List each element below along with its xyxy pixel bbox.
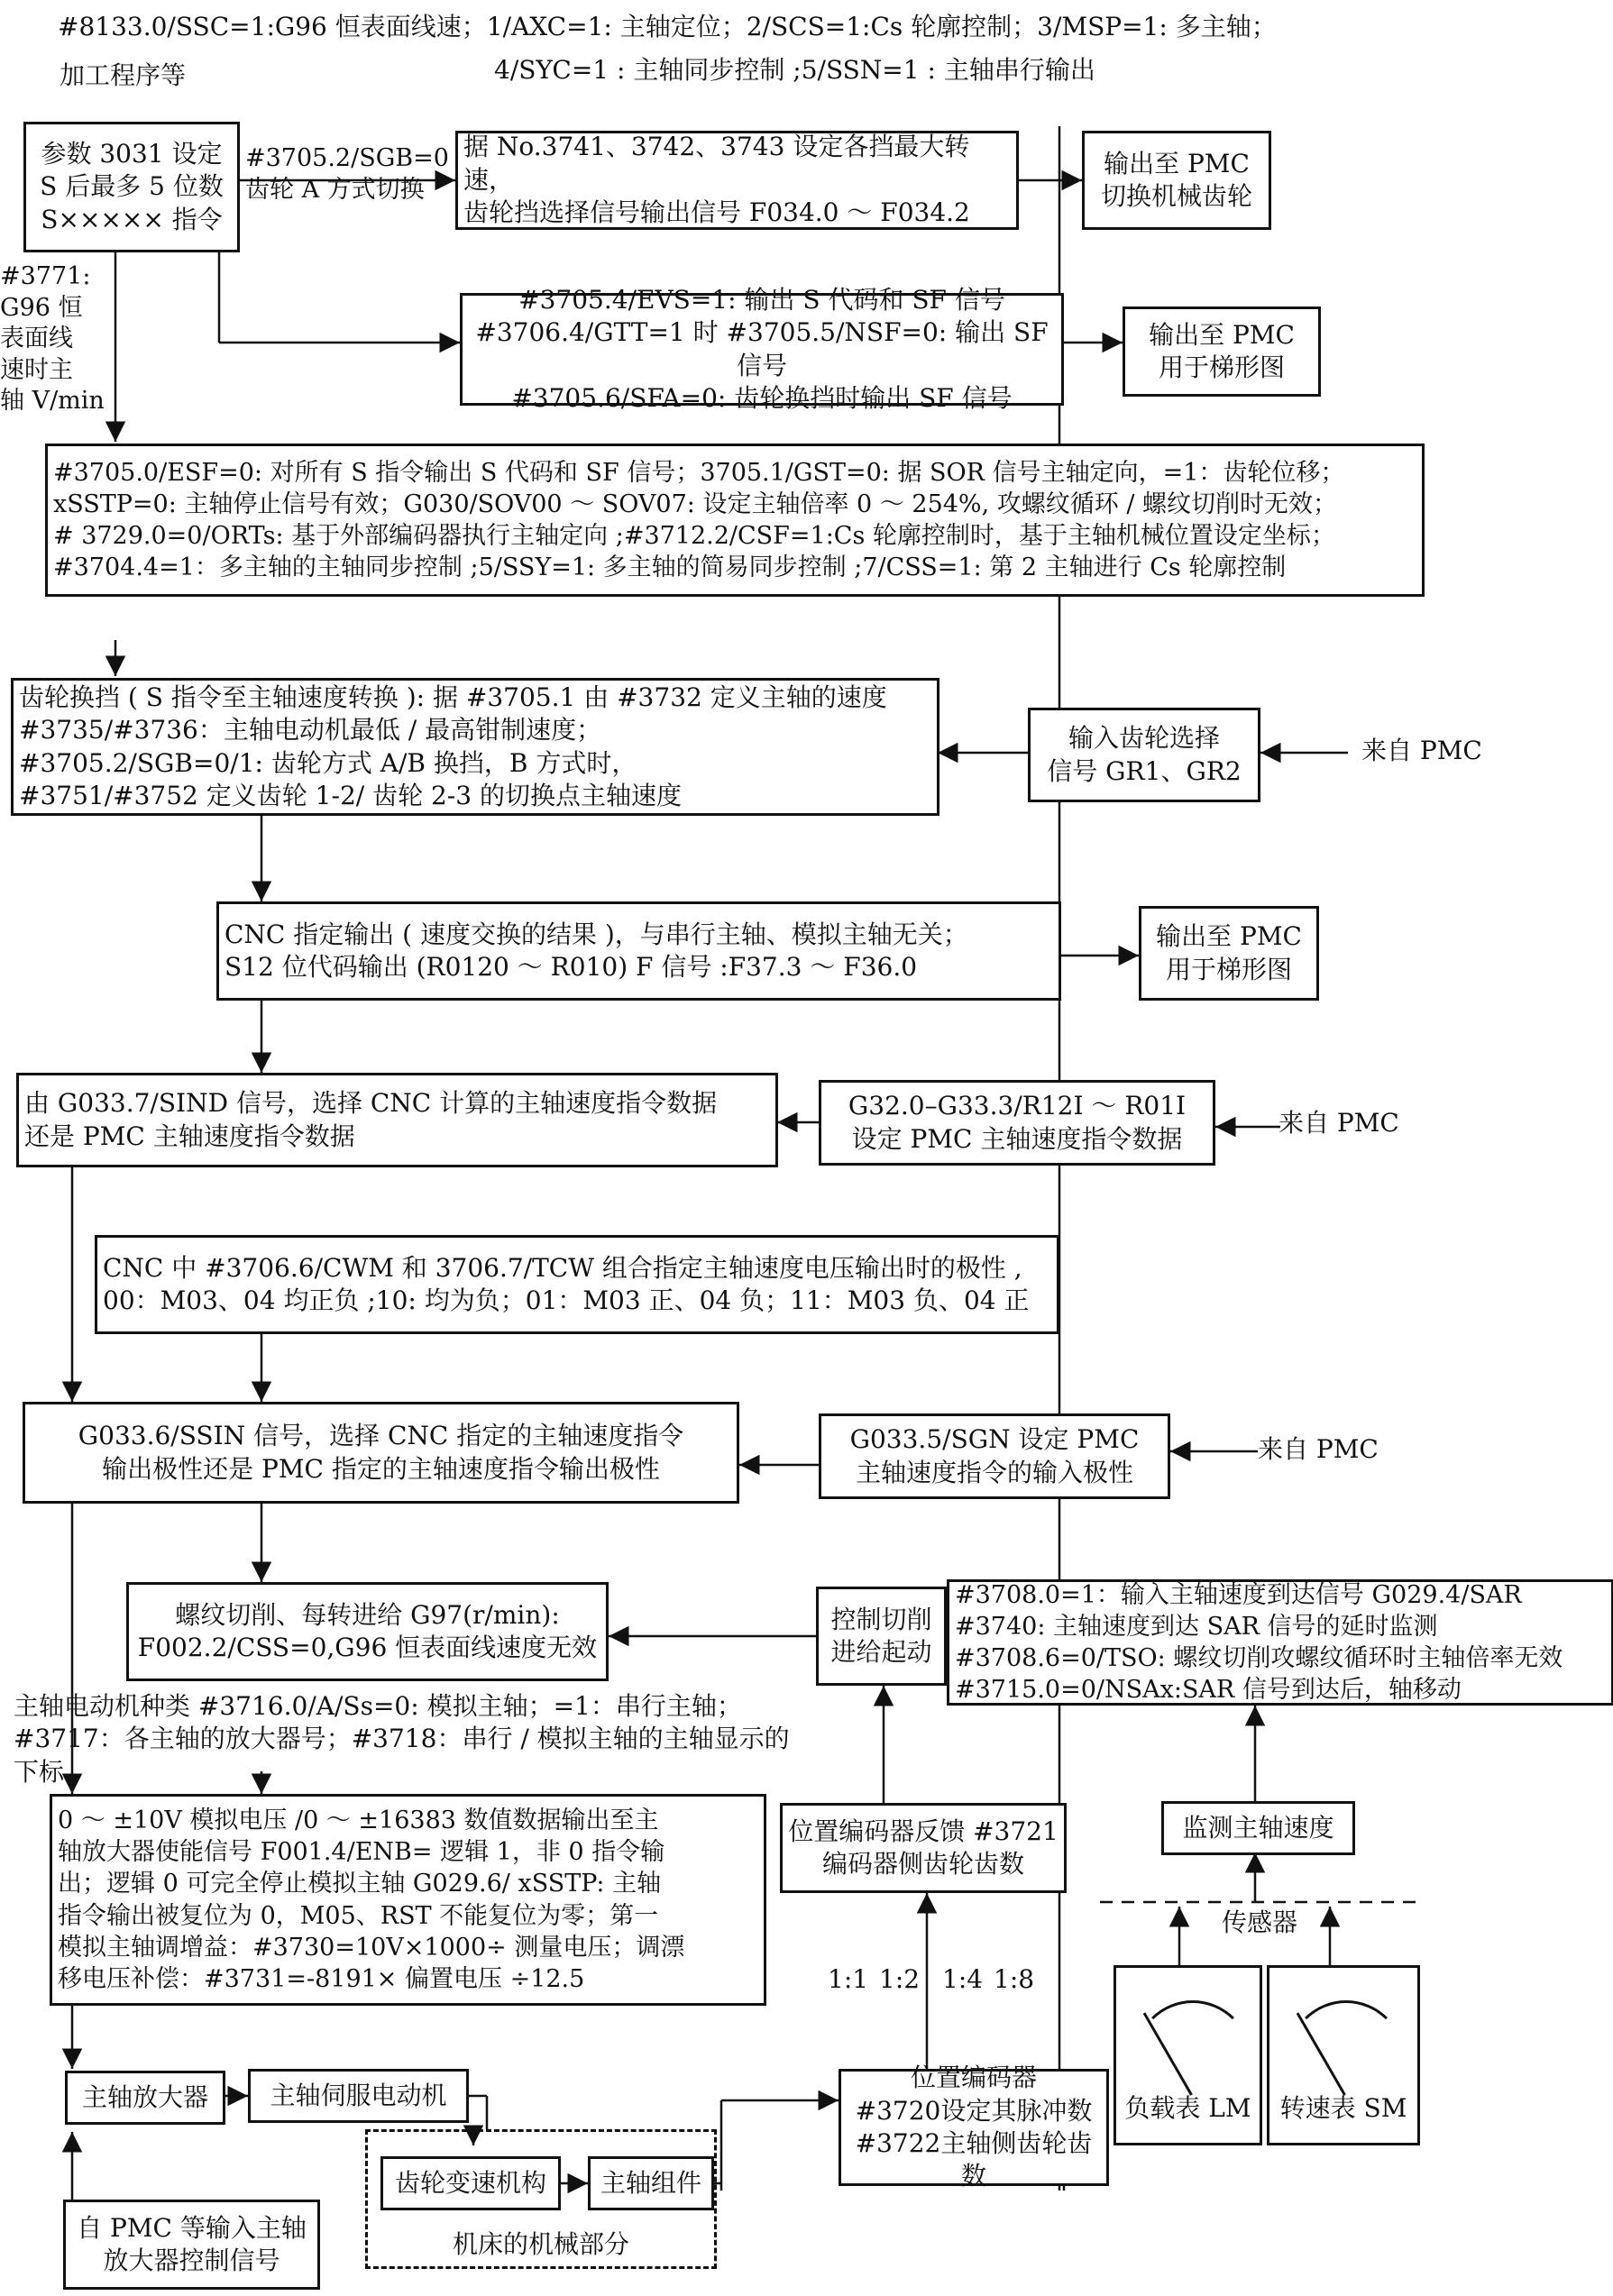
gear-select-input-text: 输入齿轮选择 信号 GR1、GR2	[1047, 723, 1242, 786]
ratio-label-1: 1:1	[828, 1964, 869, 1994]
sar-box	[947, 1579, 1613, 1706]
evs-text: #3705.4/EVS=1: 输出 S 代码和 SF 信号 #3706.4/GTT=1 时 #3705.5/NSF=0: 输出 SF 信号 #3705.6/SFA=0: 齿轮换挡时输出 SF 信号	[475, 284, 1049, 413]
g32-text: G32.0–G33.3/R12I ～ R01I 设定 PMC 主轴速度指令数据	[848, 1091, 1187, 1154]
machine-part-label: 机床的机械部分	[452, 2228, 629, 2259]
control-cut-text: 控制切削 进给起动	[830, 1604, 932, 1667]
cnc-output-box	[216, 901, 1061, 1001]
output-pmc-ladder-text-1: 输出至 PMC 用于梯形图	[1149, 319, 1295, 382]
gear-shift-box	[11, 678, 939, 816]
output-pmc-ladder-box-2	[1139, 906, 1319, 1001]
sgb-label: #3705.2/SGB=0 齿轮 A 方式切换	[245, 144, 449, 205]
param-3031-text: 参数 3031 设定 S 后最多 5 位数 S××××× 指令	[40, 138, 224, 234]
thread-text: 螺纹切削、每转进给 G97(r/min): F002.2/CSS=0,G96 恒表面线速度无效	[137, 1599, 598, 1662]
sind-box	[16, 1073, 778, 1167]
analog-output-box	[50, 1794, 766, 2006]
servo-motor-box	[248, 2069, 469, 2123]
sgn-text: G033.5/SGN 设定 PMC 主轴速度指令的输入极性	[849, 1424, 1140, 1487]
output-pmc-gear-box	[1082, 131, 1271, 230]
from-pmc-label-3: 来自 PMC	[1258, 1434, 1379, 1464]
from-pmc-label-2: 来自 PMC	[1278, 1108, 1399, 1138]
cwm-box	[95, 1235, 1059, 1334]
amplifier-text: 主轴放大器	[81, 2081, 208, 2112]
analog-output-text: 0 ～ ±10V 模拟电压 /0 ～ ±16383 数值数据输出至主 轴放大器使能信号 F001.4/ENB= 逻辑 1，非 0 指令输 出；逻辑 0 可完全停止模拟主轴 G029.6/ xSSTP: 主轴 指令输出被复位为 0，M05、RST 不能复位为零；第一 模拟主轴调增益：#3730=10V×1000÷ 测量电压；调漂 移电压补偿：#3731=-8191× 偏置电压 ÷12.5	[58, 1807, 685, 1993]
cnc-output-text: CNC 指定输出 ( 速度交换的结果 )，与串行主轴、模拟主轴无关； S12 位代码输出 (R0120 ～ R010) F 信号 :F37.3 ～ F36.0	[225, 919, 968, 982]
encoder-feedback-text: 位置编码器反馈 #3721 编码器侧齿轮齿数	[788, 1816, 1059, 1879]
spindle-unit-box	[588, 2156, 714, 2210]
ratio-label-4: 1:8	[994, 1964, 1035, 1994]
motor-type-note: 主轴电动机种类 #3716.0/A/Ss=0: 模拟主轴；=1：串行主轴； #3717：各主轴的放大器号；#3718：串行 / 模拟主轴的主轴显示的 下标	[14, 1691, 790, 1787]
monitor-speed-box	[1161, 1801, 1355, 1855]
param-3031-box	[23, 122, 240, 252]
thread-box	[126, 1582, 609, 1681]
speed-meter	[1267, 1965, 1420, 2145]
gearbox-text: 齿轮变速机构	[394, 2167, 546, 2198]
gear-select-input-box	[1028, 708, 1260, 802]
gear-shift-text: 齿轮换挡 ( S 指令至主轴速度转换 ): 据 #3705.1 由 #3732 定义主轴的速度 #3735/#3736：主轴电动机最低 / 最高钳制速度； #3705.2/SGB=0/1: 齿轮方式 A/B 换挡，B 方式时， #3751/#3752 定义齿轮 1-2/ 齿轮 2-3 的切换点主轴速度	[19, 681, 887, 810]
esf-text: #3705.0/ESF=0: 对所有 S 指令输出 S 代码和 SF 信号；3705.1/GST=0: 据 SOR 信号主轴定向，=1：齿轮位移； xSSTP=0: 主轴停止信号有效；G030/SOV00 ～ SOV07: 设定主轴倍率 0 ～ 254%, 攻螺纹循环 / 螺纹切削时无效； # 3729.0=0/ORTs: 基于外部编码器执行主轴定向 ;#3712.2/CSF=1:Cs 轮廓控制时，基于主轴机械位置设定坐标； #3704.4=1：多主轴的主轴同步控制 ;5/SSY=1: 多主轴的简易同步控制 ;7/CSS=1: 第 2 主轴进行 Cs 轮廓控制	[53, 458, 1345, 582]
gear-max-speed-box	[455, 131, 1019, 230]
evs-box	[460, 284, 1064, 413]
output-pmc-ladder-box-1	[1123, 306, 1321, 397]
ssin-box	[23, 1402, 739, 1504]
esf-box	[45, 444, 1425, 597]
ssin-text: G033.6/SSIN 信号，选择 CNC 指定的主轴速度指令 输出极性还是 PMC 指定的主轴速度指令输出极性	[78, 1421, 684, 1484]
top-note-line1: #8133.0/SSC=1:G96 恒表面线速；1/AXC=1: 主轴定位；2/SCS=1:Cs 轮廓控制；3/MSP=1: 多主轴；	[58, 12, 1277, 41]
load-meter-label: 负载表 LM	[1124, 2093, 1251, 2123]
load-meter	[1114, 1965, 1262, 2145]
monitor-speed-text: 监测主轴速度	[1182, 1812, 1334, 1843]
g96-note: #3771: G96 恒 表面线 速时主 轴 V/min	[0, 262, 105, 416]
output-pmc-ladder-text-2: 输出至 PMC 用于梯形图	[1156, 921, 1302, 984]
top-note-line2: 4/SYC=1 : 主轴同步控制 ;5/SSN=1 : 主轴串行输出	[494, 55, 1095, 85]
pmc-amp-input-text: 自 PMC 等输入主轴 放大器控制信号	[77, 2212, 307, 2275]
output-pmc-gear-text: 输出至 PMC 切换机械齿轮	[1100, 148, 1252, 211]
position-encoder-text: 位置编码器 #3720设定其脉冲数 #3722主轴侧齿轮齿数	[855, 2063, 1093, 2191]
ratio-label-2: 1:2	[879, 1964, 921, 1994]
ratio-label-3: 1:4	[942, 1964, 984, 1994]
sind-text: 由 G033.7/SIND 信号，选择 CNC 计算的主轴速度指令数据 还是 PMC 主轴速度指令数据	[24, 1088, 718, 1151]
sgn-box	[819, 1413, 1170, 1499]
servo-motor-text: 主轴伺服电动机	[270, 2080, 447, 2110]
from-pmc-label-1: 来自 PMC	[1361, 736, 1482, 765]
spindle-unit-text: 主轴组件	[600, 2167, 701, 2198]
amplifier-box	[65, 2071, 225, 2125]
g32-box	[819, 1080, 1215, 1166]
top-note-line3: 加工程序等	[60, 60, 187, 90]
sensor-label: 传感器	[1222, 1907, 1298, 1937]
encoder-feedback-box	[780, 1803, 1067, 1893]
cwm-text: CNC 中 #3706.6/CWM 和 3706.7/TCW 组合指定主轴速度电压输出时的极性 , 00：M03、04 均正负 ;10: 均为负；01：M03 正、04 负；11：M03 负、04 正	[103, 1252, 1030, 1315]
position-encoder-box	[839, 2063, 1109, 2191]
control-cut-box	[816, 1587, 947, 1686]
pmc-amp-input-box	[63, 2200, 320, 2290]
gear-max-speed-text: 据 No.3741、3742、3743 设定各挡最大转速， 齿轮挡选择信号输出信号 F034.0 ～ F034.2	[463, 132, 970, 228]
gearbox-box	[380, 2156, 561, 2210]
speed-meter-label: 转速表 SM	[1279, 2093, 1407, 2123]
sar-text: #3708.0=1：输入主轴速度到达信号 G029.4/SAR #3740: 主轴速度到达 SAR 信号的延时监测 #3708.6=0/TSO: 螺纹切削攻螺纹循环时主轴倍率无效 #3715.0=0/NSAx:SAR 信号到达后，轴移动	[955, 1580, 1563, 1705]
